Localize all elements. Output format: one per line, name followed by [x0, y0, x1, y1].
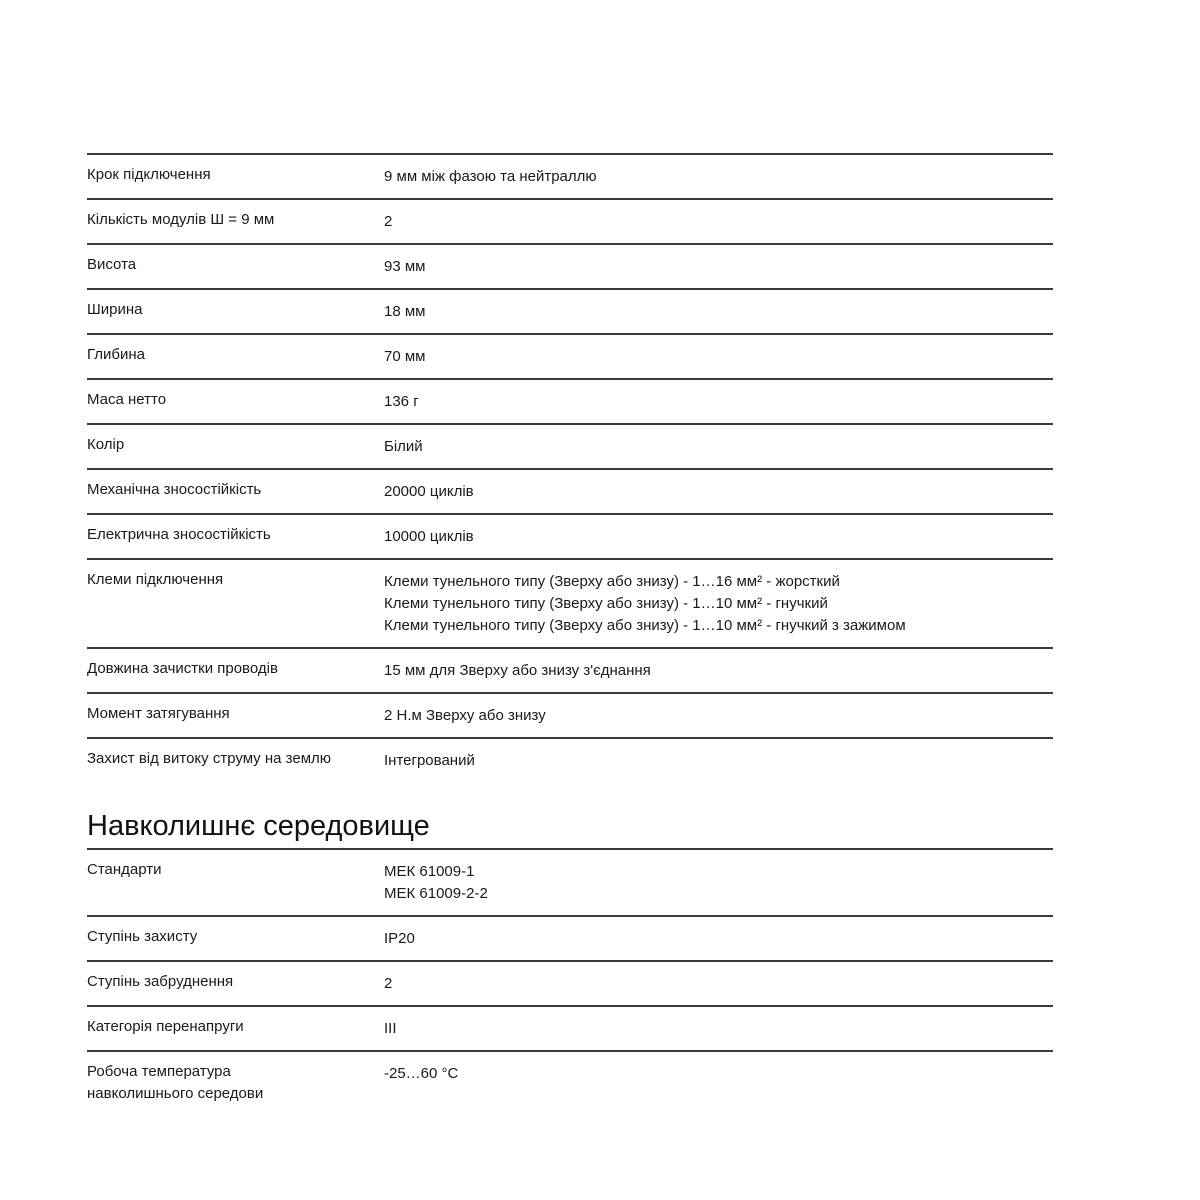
spec-value: 2 Н.м Зверху або знизу [384, 707, 546, 724]
table-row [87, 378, 1053, 423]
section-title-environment: Навколишнє середовище [87, 810, 430, 842]
table-row [87, 848, 1053, 915]
table-row [87, 915, 1053, 960]
environment-spec-table [87, 848, 1053, 1115]
spec-label: Механічна зносостійкість [87, 481, 262, 498]
table-row [87, 198, 1053, 243]
spec-label: Електрична зносостійкість [87, 526, 271, 543]
spec-value: 15 мм для Зверху або знизу з'єднання [384, 662, 651, 679]
spec-label: Клеми підключення [87, 571, 224, 588]
spec-value: 2 [384, 213, 393, 230]
spec-label: Ширина [87, 301, 143, 318]
spec-value: 9 мм між фазою та нейтраллю [384, 168, 597, 185]
table-row [87, 960, 1053, 1005]
table-row [87, 288, 1053, 333]
table-row [87, 423, 1053, 468]
spec-label: Довжина зачистки проводів [87, 660, 278, 677]
table-row [87, 647, 1053, 692]
spec-label: Ступінь захисту [87, 928, 198, 945]
spec-value: 2 [384, 975, 393, 992]
spec-label: Кількість модулів Ш = 9 мм [87, 211, 275, 228]
spec-value: 20000 циклів [384, 483, 474, 500]
spec-value: -25…60 °C [384, 1065, 459, 1082]
table-row [87, 468, 1053, 513]
spec-label: Стандарти [87, 861, 162, 878]
spec-label: Захист від витоку струму на землю [87, 750, 332, 767]
spec-label: Ступінь забруднення [87, 973, 234, 990]
table-row [87, 558, 1053, 647]
spec-value: IP20 [384, 930, 415, 947]
table-row [87, 1005, 1053, 1050]
spec-value: Клеми тунельного типу (Зверху або знизу) - 1…16 мм² - жорсткий Клеми тунельного типу (Зверху або знизу) - 1…10 мм² - гнучкий Клеми тунельного типу (Зверху або знизу) - 1…10 мм² - гнучкий з зажимом [384, 573, 906, 634]
table-row [87, 1050, 1053, 1115]
spec-label: Момент затягування [87, 705, 230, 722]
spec-label: Колір [87, 436, 125, 453]
spec-value: Інтегрований [384, 752, 475, 769]
table-row [87, 692, 1053, 737]
table-row [87, 737, 1053, 782]
spec-value: 136 г [384, 393, 419, 410]
spec-value: Білий [384, 438, 423, 455]
spec-value: III [384, 1020, 397, 1037]
spec-label: Висота [87, 256, 137, 273]
spec-label: Робоча температура навколишнього середови [87, 1063, 264, 1102]
main-spec-table [87, 153, 1053, 782]
spec-value: 10000 циклів [384, 528, 474, 545]
spec-value: 93 мм [384, 258, 426, 275]
spec-label: Категорія перенапруги [87, 1018, 244, 1035]
spec-value: 70 мм [384, 348, 426, 365]
table-row [87, 333, 1053, 378]
spec-label: Глибина [87, 346, 146, 363]
table-row [87, 513, 1053, 558]
spec-label: Маса нетто [87, 391, 167, 408]
table-row [87, 153, 1053, 198]
table-row [87, 243, 1053, 288]
spec-value: МЕК 61009-1 МЕК 61009-2-2 [384, 863, 488, 902]
spec-value: 18 мм [384, 303, 426, 320]
spec-label: Крок підключення [87, 166, 211, 183]
